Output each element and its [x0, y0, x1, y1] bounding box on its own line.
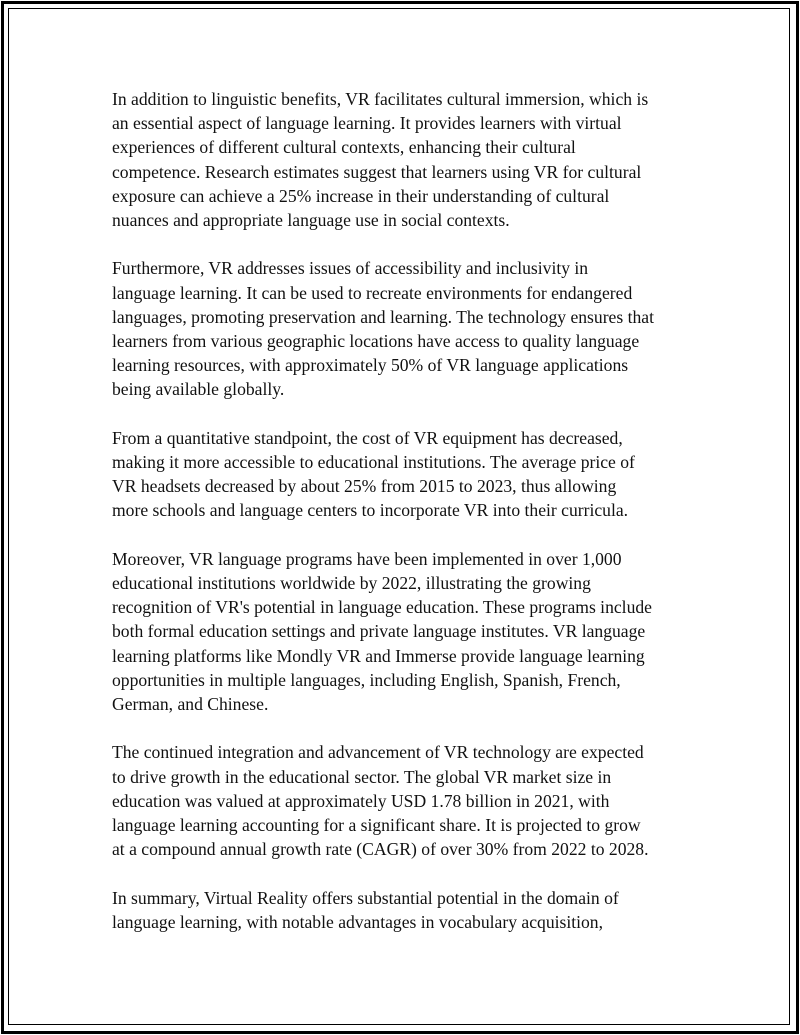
paragraph-market-growth: The continued integration and advancement of VR technology are expected to drive growth in the educational sector. The global VR market size in education was valued at approximately USD 1.78 billion in 2021, with language learning accounting for a significant share. It is projected to grow at a compound annual growth rate (CAGR) of over 30% from 2022 to 2028. — [112, 742, 649, 860]
paragraph-accessibility: Furthermore, VR addresses issues of accessibility and inclusivity in language learning. It can be used to recreate environments for endangered languages, promoting preservation and learning. The technology ensures that learners from various geographic locations have access to quality language learning resources, with approximately 50% of VR language applications being available globally. — [112, 258, 654, 400]
paragraph-cultural-immersion: In addition to linguistic benefits, VR facilitates cultural immersion, which is an essential aspect of language learning. It provides learners with virtual experiences of different cultural contexts, enhancing their cultural competence. Research estimates suggest that learners using VR for cultural exposure can achieve a 25% increase in their understanding of cultural nuances and appropriate language use in social contexts. — [112, 89, 649, 231]
paragraph-summary: In summary, Virtual Reality offers substantial potential in the domain of language learning, with notable advantages in vocabulary acquisition, — [112, 887, 619, 932]
paragraph-program-adoption: Moreover, VR language programs have been implemented in over 1,000 educational institutions worldwide by 2022, illustrating the growing recognition of VR's potential in language education. These programs include both formal education settings and private language institutes. VR language learning platforms like Mondly VR and Immerse provide language learning opportunities in multiple languages, including English, Spanish, French, German, and Chinese. — [112, 548, 652, 715]
document-body — [112, 87, 687, 958]
paragraph-equipment-cost: From a quantitative standpoint, the cost of VR equipment has decreased, making it more accessible to educational institutions. The average price of VR headsets decreased by about 25% from 2015 to 2023, thus allowing more schools and language centers to incorporate VR into their curricula. — [112, 427, 635, 521]
